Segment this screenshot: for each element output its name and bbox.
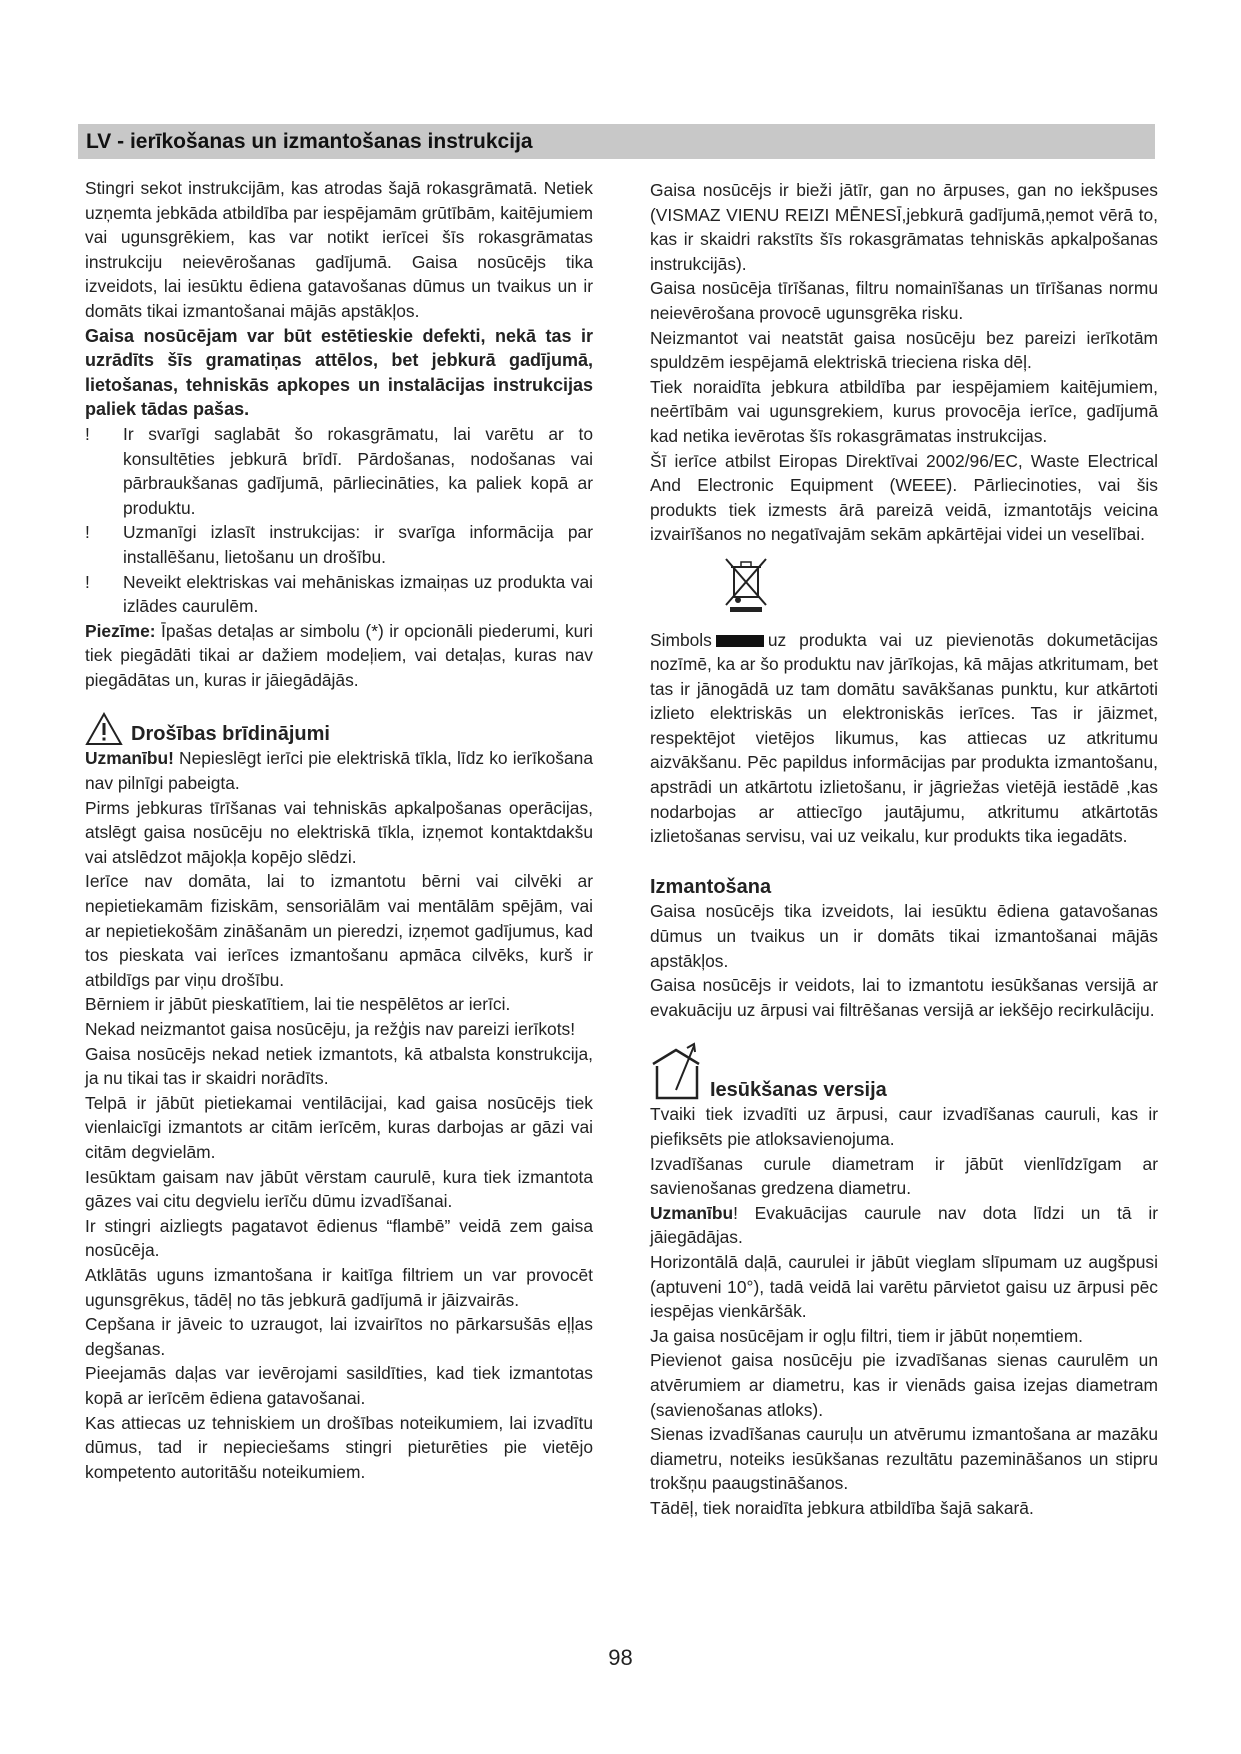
- extraction-heading: [650, 1040, 1158, 1102]
- maintenance-paragraph: Tiek noraidīta jebkura atbildība par iespējamiem kaitējumiem, neērtībām vai ugunsgrekiem, kurus provocēja ierīce, gadījumā kad netika ievērotas šīs rokasgrāmatas instrukcijas.: [650, 376, 1158, 446]
- left-column: [85, 176, 593, 1484]
- list-item: [85, 422, 593, 520]
- use-heading: Izmantošana: [650, 875, 772, 898]
- extraction-title: Iesūkšanas versija: [710, 1078, 887, 1101]
- list-item-text: Ir svarīgi saglabāt šo rokasgrāmatu, lai varētu ar to konsultēties jebkurā brīdī. Pārdošanas, nodošanas vai pārbraukšanas gadījumā, pārliecināties, ka paliek kopā ar produktu.: [123, 423, 593, 518]
- symbol-word: Simbols: [650, 629, 712, 650]
- weee-paragraph: Šī ierīce atbilst Eiropas Direktīvai 2002/96/EC, Waste Electrical And Electronic Equipment (WEEE). Pārliecinoties, vai šis produkts tiek izmests ārā pareizā veidā, izmantotājs veicina izvairīšanos no negatīvajām sekām apkārtējai videi un veselībai.: [650, 450, 1158, 545]
- attention-label: Uzmanību!: [85, 748, 174, 769]
- bold-note: Gaisa nosūcējam var būt estētieskie defekti, nekā tas ir uzrādīts šīs gramatiņas attēlos, bet jebkurā gadījumā, lietošanas, tehniskās apkopes un instalācijas instrukcijas paliek tādas pašas.: [85, 325, 593, 420]
- extraction-paragraph: Pievienot gaisa nosūcēju pie izvadīšanas sienas caurulēm un atvērumiem ar diametru, kas ir vienāds gaisa izejas diametram (savienošanas atloks).: [650, 1350, 1158, 1420]
- extraction-attention-text: ! Evakuācijas caurule nav dota līdzi un tā ir jāiegādājas.: [650, 1202, 1158, 1248]
- crossed-bin-icon: [720, 555, 772, 613]
- safety-paragraph: Nekad neizmantot gaisa nosūcēju, ja režģis nav pareizi ierīkots!: [85, 1019, 576, 1039]
- safety-paragraph: Kas attiecas uz tehniskiem un drošības noteikumiem, lai izvadītu dūmus, tad ir nepieciešams stingri pieturēties pie vietējo kompetento autoritāšu noteikumiem.: [85, 1412, 593, 1482]
- list-item-text: Uzmanīgi izlasīt instrukcijas: ir svarīga informācija par installēšanu, lietošanu un drošību.: [123, 522, 593, 567]
- symbol-text: uz produkta vai uz pievienotās dokumetācijas nozīmē, ka ar šo produktu nav jārīkojas, kā mājas atkritumam, bet tas ir jānogādā uz tam domātu savākšanas punktu, kur atkārtoti izlieto elektriskās un elektroniskās ierīces. Tas ir jāizmet, respektējot vietējos likumus, kas attiecas uz atkritumu aizvākšanu. Pēc papildus informācijas par produkta izmantošanu, apstrādi un atkārtotu izlietošanu, ir jāgriežas vietējā iestādē ,kas nodarbojas ar attiecīgo jautājumu, atkritumu atkārtotās izlietošanas servisu, vai uz veikalu, kur produkts tika iegadāts.: [650, 629, 1158, 847]
- attention-paragraph: [85, 746, 593, 795]
- note-paragraph: [85, 619, 593, 693]
- list-item: [85, 520, 593, 569]
- safety-paragraph: Atklātās uguns izmantošana ir kaitīga filtriem un var provocēt ugunsgrēkus, tādēļ no tās jebkurā gadījumā ir jāizvairās.: [85, 1264, 593, 1310]
- safety-paragraph: Ierīce nav domāta, lai to izmantotu bērni vai cilvēki ar nepietiekamām fiziskām, sensoriālām vai mentālām spējām, vai ar nepietiekošām zināšanām un pieredzi, izņemot gadījumus, kad tos pieskata vai ierīces izmantošanu apmāca cilvēks, kurš ir atbildīgs par viņu drošību.: [85, 871, 593, 990]
- exclamation-mark: !: [85, 522, 90, 543]
- extraction-paragraph: Tvaiki tiek izvadīti uz ārpusi, caur izvadīšanas cauruli, kas ir piefiksēts pie atloksavienojuma.: [650, 1104, 1158, 1149]
- maintenance-paragraph: Gaisa nosūcējs ir bieži jātīr, gan no ārpuses, gan no iekšpuses (VISMAZ VIENU REIZI MĒNESĪ,jebkurā gadījumā,ņemot vērā to, kas ir skaidri rakstīts šīs rokasgrāmatas tehniskās apkalpošanas instrukcijās).: [650, 180, 1158, 274]
- exclamation-mark: !: [85, 571, 90, 592]
- maintenance-paragraph: Neizmantot vai neatstāt gaisa nosūcēju bez pareizi ierīkotām spuldzēm iespējamā elektriskā trieciena riska dēļ.: [650, 327, 1158, 373]
- extraction-attention: [650, 1201, 1158, 1250]
- warning-triangle-icon: [85, 712, 123, 746]
- intro-paragraph: Stingri sekot instrukcijām, kas atrodas šajā rokasgrāmatā. Netiek uzņemta jebkāda atbildība par iespējamām grūtībām, kaitējumiem vai ugunsgrēkiem, kas var notikt ierīcei šīs rokasgrāmatas instrukciju neievērošanas gadījumā. Gaisa nosūcējs tika izveidots, lai iesūktu ēdiena gatavošanas dūmus un tvaikus un ir domāts tikai izmantošanai mājās apstākļos.: [85, 178, 593, 321]
- extraction-paragraph: Izvadīšanas curule diametram ir jābūt vienlīdzīgam ar savienošanas gredzena diametru.: [650, 1153, 1158, 1199]
- extraction-paragraph: Sienas izvadīšanas cauruļu un atvērumu izmantošana ar mazāku diametru, noteiks iesūkšanas rezultātu pazemināšanos un stipru trokšņu paaugstināšanos.: [650, 1424, 1158, 1494]
- list-item: [85, 570, 593, 619]
- page-header: LV - ierīkošanas un izmantošanas instrukcija: [78, 124, 1155, 159]
- symbol-paragraph: [650, 628, 1158, 849]
- safety-paragraph: Gaisa nosūcējs nekad netiek izmantots, kā atbalsta konstrukcija, ja nu tikai tas ir skaidri norādīts.: [85, 1043, 593, 1089]
- use-paragraph: Gaisa nosūcējs ir veidots, lai to izmantotu iesūkšanas versijā ar evakuāciju uz ārpusi vai filtrēšanas versijā ar iekšējo recirkulāciju.: [650, 975, 1158, 1020]
- safety-paragraph: Pirms jebkuras tīrīšanas vai tehniskās apkalpošanas operācijas, atslēgt gaisa nosūcēju no elektriskā tīkla, izņemot kontaktdakšu vai atslēdzot mājokļa kopējo slēdzi.: [85, 797, 593, 867]
- page-number: 98: [608, 1645, 633, 1670]
- safety-paragraph: Ir stingri aizliegts pagatavot ēdienus “flambē” veidā zem gaisa nosūcēja.: [85, 1215, 593, 1261]
- extraction-paragraph: Ja gaisa nosūcējam ir ogļu filtri, tiem ir jābūt noņemtiem.: [650, 1325, 1084, 1346]
- safety-paragraph: Cepšana ir jāveic to uzraugot, lai izvairītos no pārkarsušās eļļas degšanas.: [85, 1314, 593, 1359]
- house-extraction-icon: [650, 1040, 706, 1102]
- note-text: Īpašas detaļas ar simbolu (*) ir opcionāli piederumi, kuri tiek piegādāti tikai ar dažiem modeļiem, vai detaļas, kuras nav piegādātas un, kuras ir jāiegādājās.: [85, 620, 593, 690]
- maintenance-paragraph: Gaisa nosūcēja tīrīšanas, filtru nomainīšanas un tīrīšanas normu neievērošana provocē ugunsgrēka risku.: [650, 278, 1158, 323]
- black-bar-symbol-icon: [716, 635, 764, 647]
- extraction-attention-label: Uzmanību: [650, 1202, 734, 1223]
- use-paragraph: Gaisa nosūcējs tika izveidots, lai iesūktu ēdiena gatavošanas dūmus un tvaikus un ir domāts tikai izmantošanai mājās apstākļos.: [650, 901, 1158, 971]
- safety-paragraph: Bērniem ir jābūt pieskatītiem, lai tie nespēlētos ar ierīci.: [85, 994, 511, 1015]
- safety-title: Drošības brīdinājumi: [131, 722, 330, 745]
- safety-paragraph: Telpā ir jābūt pietiekamai ventilācijai, kad gaisa nosūcējs tiek vienlaicīgi izmantots ar citām ierīcēm, kuras darbojas ar gāzi vai citām degvielām.: [85, 1092, 593, 1162]
- right-column: [650, 178, 1158, 1521]
- attention-text: Nepieslēgt ierīci pie elektriskā tīkla, līdz ko ierīkošana nav pilnīgi pabeigta.: [85, 748, 593, 794]
- note-label: Piezīme:: [85, 620, 156, 641]
- safety-paragraph: Pieejamās daļas var ievērojami sasildīties, kad tiek izmantotas kopā ar ierīcēm ēdiena gatavošanai.: [85, 1363, 593, 1408]
- safety-paragraph: Iesūktam gaisam nav jābūt vērstam caurulē, kura tiek izmantota gāzes vai citu degvielu ierīču dūmu izvadīšanai.: [85, 1166, 593, 1212]
- safety-heading: [85, 710, 593, 746]
- extraction-paragraph: Tādēļ, tiek noraidīta jebkura atbildība šajā sakarā.: [650, 1497, 1034, 1518]
- extraction-paragraph: Horizontālā daļā, caurulei ir jābūt vieglam slīpumam uz augšpusi (aptuveni 10°), tadā veidā lai varētu pārvietot gaisu uz ārpusi pēc iespējas vienkāršāk.: [650, 1251, 1158, 1322]
- list-item-text: Neveikt elektriskas vai mehāniskas izmaiņas uz produkta vai izlādes caurulēm.: [123, 571, 593, 617]
- exclamation-mark: !: [85, 423, 90, 444]
